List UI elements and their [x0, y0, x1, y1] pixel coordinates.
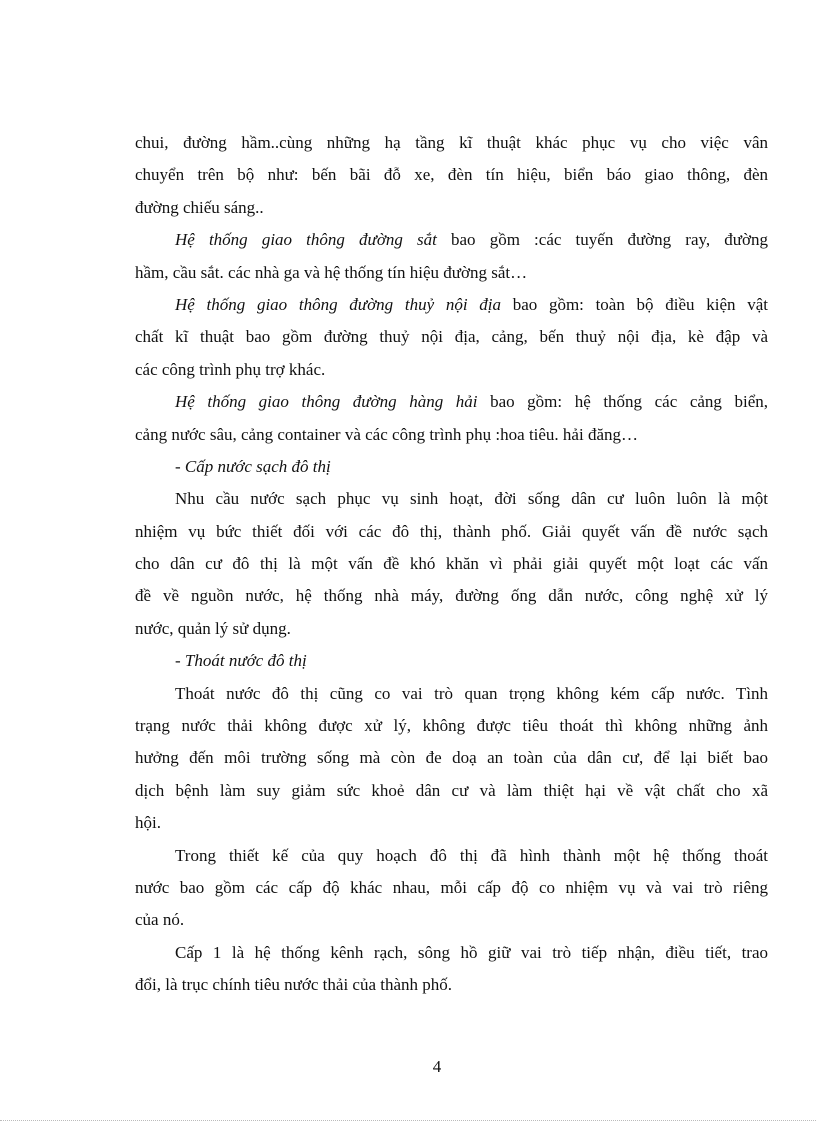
text-line: [135, 742, 768, 774]
text-line: [135, 613, 768, 645]
document-body: [135, 127, 768, 1002]
text: đường chiếu sáng..: [135, 197, 264, 217]
italic-text: Hệ thống giao thông đường thuỷ nội địa: [175, 294, 501, 314]
paragraph: [135, 483, 768, 645]
paragraph: [135, 386, 768, 451]
text-line: [135, 257, 768, 289]
text: bao gồm: toàn bộ điều kiện vật: [500, 294, 768, 314]
page-break-divider: [0, 1120, 816, 1121]
paragraph: [135, 127, 768, 224]
text-line: [135, 710, 768, 742]
text: cảng nước sâu, cảng container và các công trình phụ :hoa tiêu. hải đăng…: [135, 424, 638, 444]
text: nước, quản lý sử dụng.: [135, 618, 291, 638]
text-line: [135, 678, 768, 710]
text: nhiệm vụ bức thiết đối với các đô thị, thành phố. Giải quyết vấn đề nước sạch: [135, 521, 768, 541]
text-line: [135, 969, 768, 1001]
text-line: [135, 321, 768, 353]
italic-text: - Thoát nước đô thị: [175, 651, 307, 671]
text-line: [135, 807, 768, 839]
text: Cấp 1 là hệ thống kênh rạch, sông hồ giữ vai trò tiếp nhận, điều tiết, trao: [175, 942, 768, 962]
text: đổi, là trục chính tiêu nước thải của thành phố.: [135, 975, 453, 995]
paragraph: [135, 451, 768, 483]
text: cho dân cư đô thị là một vấn đề khó khăn vì phải giải quyết một loạt các vấn: [135, 554, 768, 574]
text-line: [135, 775, 768, 807]
text: hầm, cầu sắt. các nhà ga và hệ thống tín hiệu đường sắt…: [135, 262, 528, 282]
text-line: [135, 580, 768, 612]
text: bao gồm: hệ thống các cảng biển,: [477, 392, 769, 412]
text: hội.: [135, 813, 161, 833]
page-number: 4: [432, 1057, 442, 1076]
text-line: [135, 904, 768, 936]
text: Trong thiết kế của quy hoạch đô thị đã hình thành một hệ thống thoát: [175, 845, 768, 865]
text-line: [135, 483, 768, 515]
text: của nó.: [135, 910, 185, 930]
text-line: [135, 159, 768, 191]
paragraph: [135, 224, 768, 289]
text: chất kĩ thuật bao gồm đường thuỷ nội địa, cảng, bến thuỷ nội địa, kè đập và: [135, 327, 768, 347]
text-line: [135, 192, 768, 224]
paragraph: [135, 289, 768, 386]
text-line: [135, 516, 768, 548]
paragraph: [135, 678, 768, 840]
text: nước bao gồm các cấp độ khác nhau, mỗi cấp độ co nhiệm vụ và vai trò riêng: [135, 877, 768, 897]
text-line: [135, 451, 768, 483]
text: chuyển trên bộ như: bến bãi đỗ xe, đèn tín hiệu, biển báo giao thông, đèn: [135, 165, 768, 185]
text-line: [135, 419, 768, 451]
text-line: [135, 548, 768, 580]
text: trạng nước thải không được xử lý, không được tiêu thoát thì không những ảnh: [135, 716, 768, 736]
text-line: [135, 840, 768, 872]
italic-text: - Cấp nước sạch đô thị: [175, 456, 331, 476]
text: Nhu cầu nước sạch phục vụ sinh hoạt, đời sống dân cư luôn luôn là một: [175, 489, 768, 509]
paragraph: [135, 840, 768, 937]
text-line: [135, 872, 768, 904]
italic-text: Hệ thống giao thông đường sắt: [175, 230, 437, 250]
paragraph: [135, 645, 768, 677]
text-line: [135, 354, 768, 386]
paragraph: [135, 937, 768, 1002]
text-line: [135, 127, 768, 159]
text: bao gồm :các tuyến đường ray, đường: [436, 230, 768, 250]
text-line: [135, 386, 768, 418]
text: các công trình phụ trợ khác.: [135, 359, 326, 379]
text-line: [135, 937, 768, 969]
text-line: [135, 289, 768, 321]
text-line: [135, 224, 768, 256]
text: Thoát nước đô thị cũng co vai trò quan trọng không kém cấp nước. Tình: [175, 683, 768, 703]
text: hưởng đến môi trường sống mà còn đe doạ an toàn của dân cư, để lại biết bao: [135, 748, 768, 768]
text: đề về nguồn nước, hệ thống nhà máy, đường ống dẫn nước, công nghệ xử lý: [135, 586, 768, 606]
text-line: [135, 645, 768, 677]
italic-text: Hệ thống giao thông đường hàng hải: [175, 392, 478, 412]
text: chui, đường hầm..cùng những hạ tầng kĩ thuật khác phục vụ cho việc vân: [135, 133, 768, 152]
text: dịch bệnh làm suy giảm sức khoẻ dân cư và làm thiệt hại về vật chất cho xã: [135, 780, 768, 800]
